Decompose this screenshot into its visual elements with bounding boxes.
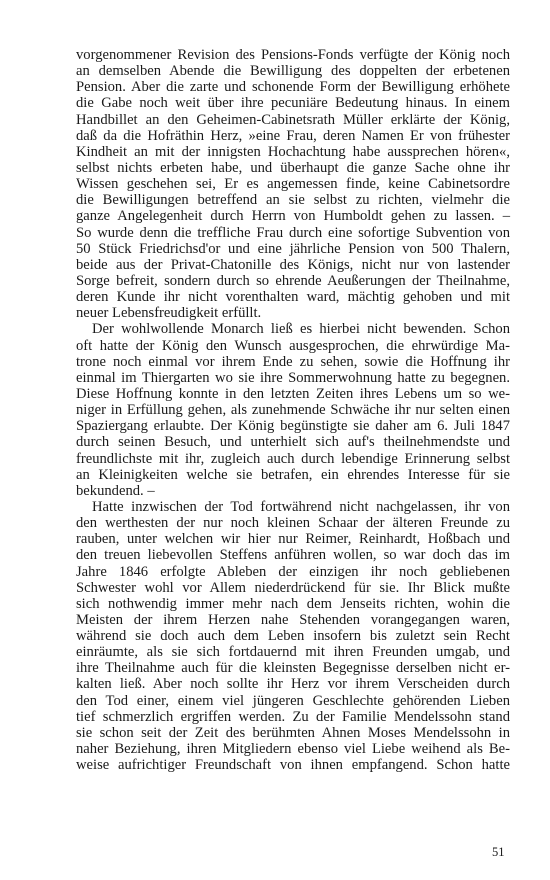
text-line: einmal im Thiergarten wo sie ihre Sommerwohnung hatte zu begegnen.: [76, 369, 510, 386]
text-line: den treuen liebevollen Steffens anführen wollen, so war doch das im: [76, 547, 510, 564]
text-line: trone noch einmal vor ihrem Ende zu sehen, sowie die Hoffnung ihr: [76, 353, 510, 370]
text-line: selbst nichts erbeten habe, und überhaupt die ganze Sache ohne ihr: [76, 159, 510, 176]
text-line: oft hatte der König den Wunsch ausgesprochen, die ehrwürdige Ma-: [76, 337, 510, 354]
text-line: tief schmerzlich ergriffen werden. Zu der Familie Mendelssohn stand: [76, 708, 510, 725]
text-line: So wurde denn die treffliche Frau durch eine sofortige Subvention von: [76, 224, 510, 241]
text-line: 50 Stück Friedrichsd'or und eine jährliche Pension von 500 Thalern,: [76, 240, 510, 257]
text-line: durch seinen Besuch, und unterhielt sich auf's theilnehmendste und: [76, 434, 510, 451]
text-line: Meisten der ihrem Herzen nahe Stehenden vorangegangen waren,: [76, 611, 510, 628]
text-line: Diese Hoffnung konnte in den letzten Zeiten ihres Lebens um so we-: [76, 385, 510, 402]
text-line: niger in Erfüllung gehen, als zunehmende Schwäche ihr nur selten einen: [76, 402, 510, 419]
text-line: weise aufrichtiger Freundschaft von ihnen empfangend. Schon hatte: [76, 757, 510, 774]
text-line: freundlichste mit ihr, zugleich auch durch lebendige Erinnerung selbst: [76, 450, 510, 467]
text-line: an demselben Abende die Bewilligung des doppelten der erbetenen: [76, 63, 510, 80]
text-line: Hatte inzwischen der Tod fortwährend nicht nachgelassen, ihr von: [92, 498, 510, 515]
text-line: ihre Theilnahme auch für die kleinsten Begegnisse derselben nicht er-: [76, 660, 510, 677]
text-line: Pension. Aber die zarte und schonende Form der Bewilligung erhöhete: [76, 79, 510, 96]
text-line: sie schon seit der Zeit des berühmten Ahnen Moses Mendelssohn in: [76, 724, 510, 741]
text-line: Handbillet an den Geheimen-Cabinetsrath Müller erklärte der König,: [76, 111, 510, 128]
text-line: Schwester wohl vor Allem niederdrückend für sie. Ihr Blick mußte: [76, 579, 510, 596]
text-line: die Bewilligungen betreffend an sie selbst zu richten, vielmehr die: [76, 192, 510, 209]
page-number: 51: [492, 845, 505, 859]
text-line: während sie doch auch dem Leben insofern bis zuletzt sein Recht: [76, 628, 510, 645]
page-body: [76, 47, 510, 773]
text-line: Sorge befreit, sondern durch so ehrende Aeußerungen der Theilnahme,: [76, 272, 510, 289]
text-line: bekundend. –: [76, 482, 155, 499]
text-line: beide aus der Privat-Chatonille des Königs, nicht nur von lastender: [76, 256, 510, 273]
text-line: naher Beziehung, ihren Mitgliedern ebenso viel Liebe weihend als Be-: [76, 741, 510, 758]
text-line: an Kleinigkeiten welche sie betrafen, ein ehrendes Interesse für sie: [76, 466, 510, 483]
text-line: Spaziergang erlaubte. Der König begünstigte sie daher am 6. Juli 1847: [76, 418, 510, 435]
text-line: Jahre 1846 erfolgte Ableben der einzigen ihr noch gebliebenen: [76, 563, 510, 580]
text-line: Kindheit an mit der innigsten Hochachtung habe aussprechen hören«,: [76, 143, 510, 160]
paragraph-1: [76, 47, 510, 321]
text-line: ganze Angelegenheit durch Herrn von Humboldt gehen zu lassen. –: [76, 208, 510, 225]
text-line: rauben, unter welchen wir hier nur Reimer, Reinhardt, Hoßbach und: [76, 531, 510, 548]
text-line: Der wohlwollende Monarch ließ es hierbei nicht bewenden. Schon: [92, 321, 510, 338]
text-line: Wissen geschehen sei, Er es angemessen finde, keine Cabinetsordre: [76, 176, 510, 193]
text-line: daß da die Hofräthin Herz, »eine Frau, deren Namen Er von frühester: [76, 127, 510, 144]
text-line: den werthesten der nur noch kleinen Schaar der älteren Freunde zu: [76, 515, 510, 532]
text-line: neuer Lebensfreudigkeit erfüllt.: [76, 305, 262, 322]
text-line: einräumte, als sie sich fortdauernd mit ihren Freunden umgab, und: [76, 644, 510, 661]
text-line: kalten ließ. Aber noch sollte ihr Herz vor ihrem Verscheiden durch: [76, 676, 510, 693]
text-line: deren Kunde ihr nicht vorenthalten ward, mächtig gehoben und mit: [76, 289, 510, 306]
text-line: vorgenommener Revision des Pensions-Fonds verfügte der König noch: [76, 47, 510, 63]
paragraph-2: [76, 321, 510, 499]
text-line: sich nothwendig immer mehr nach dem Jenseits richten, wohin die: [76, 595, 510, 612]
text-line: den Tod einer, einem viel jüngeren Geschlechte gehörenden Lieben: [76, 692, 510, 709]
text-line: die Gabe noch weit über ihre pecuniäre Bedeutung hinaus. In einem: [76, 95, 510, 112]
paragraph-3: [76, 499, 510, 773]
